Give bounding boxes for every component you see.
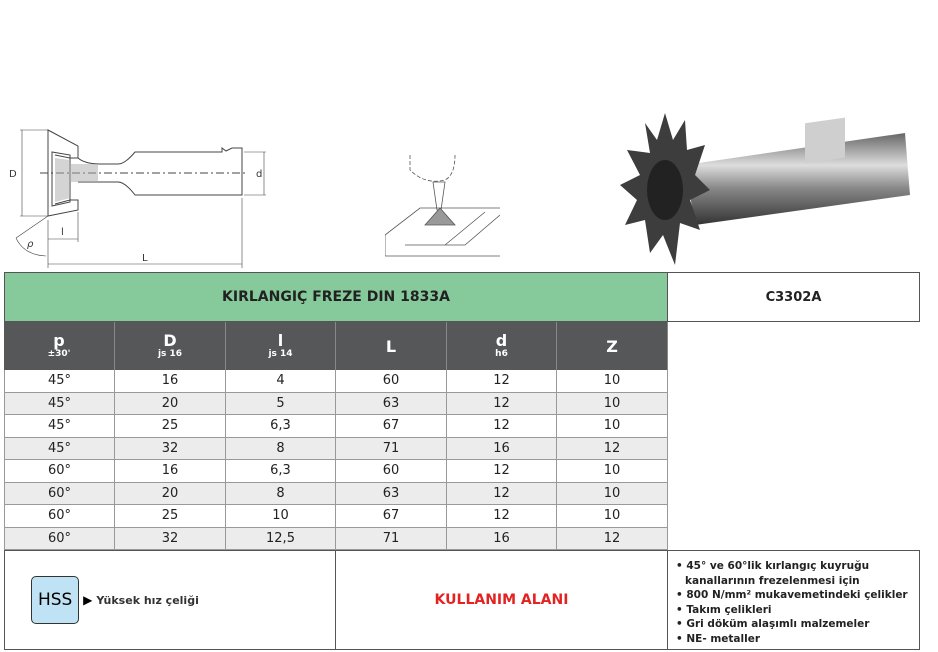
table-cell: 10	[557, 415, 668, 437]
usage-list	[668, 550, 920, 650]
table-cell: 12,5	[226, 528, 336, 550]
table-cell: 20	[115, 393, 226, 415]
arrow-right-icon: ▶	[83, 593, 93, 607]
col-sub: h6	[495, 349, 508, 359]
table-cell: 8	[226, 438, 336, 460]
table-cell: 63	[336, 483, 447, 505]
material-cell	[4, 550, 336, 650]
table-cell: 60	[336, 370, 447, 392]
col-sub: js 14	[268, 349, 293, 359]
table-cell: 12	[447, 393, 557, 415]
product-code: C3302A	[668, 272, 920, 322]
bullet-icon: •	[676, 589, 687, 601]
col-main: l	[277, 331, 284, 350]
table-cell: 25	[115, 415, 226, 437]
table-cell: 32	[115, 438, 226, 460]
col-sub: ±30'	[47, 349, 71, 359]
usage-illustration	[385, 150, 500, 260]
table-cell: 45°	[4, 415, 115, 437]
table-cell: 45°	[4, 438, 115, 460]
usage-item-text: NE- metaller	[686, 632, 761, 645]
col-main: d	[495, 331, 508, 350]
table-cell: 10	[226, 505, 336, 527]
table-cell: 60°	[4, 460, 115, 482]
bullet-icon: •	[676, 618, 687, 630]
bullet-icon: •	[676, 632, 687, 645]
col-header-p	[4, 322, 115, 370]
material-label: Yüksek hız çeliği	[96, 593, 199, 607]
col-main: p	[53, 331, 65, 350]
table-cell: 16	[115, 460, 226, 482]
table-cell: 10	[557, 460, 668, 482]
table-cell: 25	[115, 505, 226, 527]
table-cell: 10	[557, 505, 668, 527]
col-header-d	[447, 322, 557, 370]
usage-item	[676, 588, 919, 603]
table-cell: 10	[557, 370, 668, 392]
col-sub: js 16	[157, 349, 183, 359]
table-row	[4, 415, 668, 438]
usage-item-text: Takım çelikleri	[686, 603, 772, 616]
table-row	[4, 483, 668, 506]
table-cell: 71	[336, 438, 447, 460]
label-l: l	[61, 227, 64, 238]
table-cell: 60°	[4, 483, 115, 505]
label-p: ρ	[27, 239, 34, 250]
table-cell: 60	[336, 460, 447, 482]
table-cell: 12	[557, 438, 668, 460]
usage-item	[676, 603, 919, 618]
label-d: d	[256, 169, 263, 180]
table-cell: 12	[447, 415, 557, 437]
usage-item-text: 800 N/mm² mukavemetindeki çelikler	[686, 589, 908, 601]
table-cell: 16	[447, 438, 557, 460]
table-cell: 12	[447, 505, 557, 527]
table-cell: 60°	[4, 505, 115, 527]
col-header-D	[115, 322, 226, 370]
table-cell: 12	[447, 460, 557, 482]
table-cell: 4	[226, 370, 336, 392]
product-title: KIRLANGIÇ FREZE DIN 1833A	[4, 272, 668, 322]
col-main: L	[385, 336, 397, 356]
bullet-icon: •	[676, 603, 687, 616]
usage-title: KULLANIM ALANI	[336, 550, 668, 650]
table-cell: 63	[336, 393, 447, 415]
table-cell: 12	[557, 528, 668, 550]
usage-item	[676, 559, 919, 588]
table-row	[4, 393, 668, 416]
table-cell: 67	[336, 505, 447, 527]
hss-badge: HSS	[31, 576, 79, 624]
table-cell: 5	[226, 393, 336, 415]
table-row	[4, 460, 668, 483]
col-main: Z	[606, 336, 618, 356]
table-row	[4, 370, 668, 393]
usage-item	[676, 617, 919, 632]
usage-item-text: Gri döküm alaşımlı malzemeler	[686, 618, 870, 630]
table-row	[4, 505, 668, 528]
cutter-product-photo	[615, 105, 915, 270]
table-cell: 20	[115, 483, 226, 505]
table-cell: 12	[447, 483, 557, 505]
usage-item-text: 45° ve 60°lik kırlangıç kuyruğu kanallarının frezelenmesi için	[685, 560, 870, 587]
table-cell: 12	[447, 370, 557, 392]
table-cell: 16	[447, 528, 557, 550]
table-cell: 67	[336, 415, 447, 437]
col-header-l	[226, 322, 336, 370]
table-body	[0, 370, 670, 550]
label-L: L	[142, 253, 148, 264]
table-cell: 10	[557, 483, 668, 505]
table-cell: 8	[226, 483, 336, 505]
table-cell: 16	[115, 370, 226, 392]
table-cell: 60°	[4, 528, 115, 550]
usage-item	[676, 632, 919, 647]
table-cell: 6,3	[226, 415, 336, 437]
col-header-Z	[557, 322, 668, 370]
table-row	[4, 528, 668, 551]
table-cell: 32	[115, 528, 226, 550]
table-cell: 71	[336, 528, 447, 550]
table-cell: 45°	[4, 370, 115, 392]
label-D: D	[9, 169, 17, 180]
cutter-dimension-drawing	[0, 120, 280, 270]
col-main: D	[163, 331, 177, 350]
table-cell: 6,3	[226, 460, 336, 482]
table-row	[4, 438, 668, 461]
table-cell: 10	[557, 393, 668, 415]
bullet-icon: •	[676, 560, 687, 572]
table-cell: 45°	[4, 393, 115, 415]
col-header-L	[336, 322, 447, 370]
